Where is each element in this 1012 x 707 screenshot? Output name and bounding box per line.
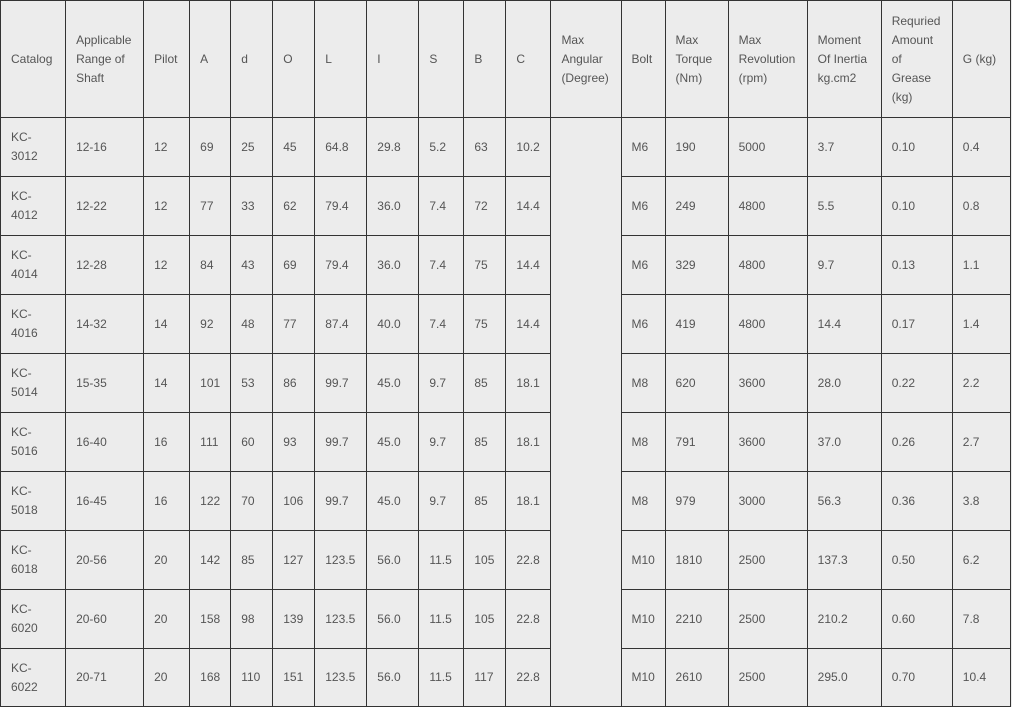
cell-d: 53 — [231, 354, 273, 413]
header-max-torque: Max Torque (Nm) — [665, 1, 728, 118]
cell-pilot: 12 — [144, 177, 190, 236]
cell-weight: 0.4 — [952, 118, 1010, 177]
cell-l: 99.7 — [315, 472, 367, 531]
cell-bolt: M10 — [621, 590, 665, 649]
cell-bolt: M6 — [621, 295, 665, 354]
table-row — [1, 531, 1011, 590]
cell-max-revolution: 3600 — [728, 413, 807, 472]
cell-i: 45.0 — [367, 472, 419, 531]
cell-d: 110 — [231, 649, 273, 707]
cell-moment-of-inertia: 210.2 — [807, 590, 881, 649]
cell-a: 92 — [190, 295, 231, 354]
cell-a: 111 — [190, 413, 231, 472]
cell-a: 77 — [190, 177, 231, 236]
cell-max-revolution: 4800 — [728, 236, 807, 295]
cell-b: 117 — [464, 649, 506, 707]
cell-catalog: KC- 6020 — [1, 590, 66, 649]
cell-bolt: M6 — [621, 236, 665, 295]
cell-a: 142 — [190, 531, 231, 590]
cell-bolt: M8 — [621, 413, 665, 472]
cell-max-revolution: 2500 — [728, 531, 807, 590]
cell-c: 22.8 — [506, 590, 551, 649]
header-catalog: Catalog — [1, 1, 66, 118]
table-row — [1, 590, 1011, 649]
cell-pilot: 20 — [144, 531, 190, 590]
header-row — [1, 1, 1011, 118]
cell-weight: 2.2 — [952, 354, 1010, 413]
cell-max-torque: 329 — [665, 236, 728, 295]
header-bolt: Bolt — [621, 1, 665, 118]
cell-o: 86 — [273, 354, 315, 413]
cell-pilot: 12 — [144, 236, 190, 295]
cell-d: 98 — [231, 590, 273, 649]
table-row — [1, 177, 1011, 236]
cell-bolt: M8 — [621, 354, 665, 413]
header-a: A — [190, 1, 231, 118]
header-grease-amount: Requried Amount of Grease (kg) — [881, 1, 952, 118]
cell-catalog: KC- 6022 — [1, 649, 66, 707]
cell-a: 122 — [190, 472, 231, 531]
cell-l: 79.4 — [315, 177, 367, 236]
cell-bolt: M10 — [621, 531, 665, 590]
cell-grease-amount: 0.60 — [881, 590, 952, 649]
cell-o: 106 — [273, 472, 315, 531]
cell-max-torque: 2610 — [665, 649, 728, 707]
cell-catalog: KC- 4016 — [1, 295, 66, 354]
cell-i: 36.0 — [367, 236, 419, 295]
cell-weight: 7.8 — [952, 590, 1010, 649]
cell-l: 87.4 — [315, 295, 367, 354]
cell-o: 69 — [273, 236, 315, 295]
header-moment-of-inertia: Moment Of Inertia kg.cm2 — [807, 1, 881, 118]
cell-moment-of-inertia: 37.0 — [807, 413, 881, 472]
cell-moment-of-inertia: 14.4 — [807, 295, 881, 354]
cell-max-revolution: 2500 — [728, 590, 807, 649]
header-o: O — [273, 1, 315, 118]
cell-d: 85 — [231, 531, 273, 590]
cell-b: 63 — [464, 118, 506, 177]
cell-catalog: KC- 5014 — [1, 354, 66, 413]
cell-moment-of-inertia: 295.0 — [807, 649, 881, 707]
cell-c: 18.1 — [506, 354, 551, 413]
cell-shaft-range: 15-35 — [66, 354, 144, 413]
cell-a: 101 — [190, 354, 231, 413]
cell-max-revolution: 5000 — [728, 118, 807, 177]
header-b: B — [464, 1, 506, 118]
cell-c: 18.1 — [506, 472, 551, 531]
cell-s: 11.5 — [419, 531, 464, 590]
cell-catalog: KC- 4012 — [1, 177, 66, 236]
cell-i: 56.0 — [367, 590, 419, 649]
cell-c: 22.8 — [506, 649, 551, 707]
cell-d: 48 — [231, 295, 273, 354]
cell-moment-of-inertia: 56.3 — [807, 472, 881, 531]
cell-catalog: KC- 3012 — [1, 118, 66, 177]
cell-i: 45.0 — [367, 413, 419, 472]
cell-grease-amount: 0.10 — [881, 177, 952, 236]
cell-l: 64.8 — [315, 118, 367, 177]
cell-c: 18.1 — [506, 413, 551, 472]
cell-b: 105 — [464, 531, 506, 590]
cell-bolt: M8 — [621, 472, 665, 531]
cell-max-angular — [551, 118, 621, 707]
cell-b: 75 — [464, 295, 506, 354]
cell-weight: 6.2 — [952, 531, 1010, 590]
cell-l: 79.4 — [315, 236, 367, 295]
cell-pilot: 20 — [144, 649, 190, 707]
cell-b: 85 — [464, 354, 506, 413]
cell-o: 62 — [273, 177, 315, 236]
cell-pilot: 16 — [144, 413, 190, 472]
cell-c: 14.4 — [506, 177, 551, 236]
cell-shaft-range: 20-71 — [66, 649, 144, 707]
cell-shaft-range: 14-32 — [66, 295, 144, 354]
cell-s: 7.4 — [419, 295, 464, 354]
cell-l: 99.7 — [315, 413, 367, 472]
header-pilot: Pilot — [144, 1, 190, 118]
cell-a: 158 — [190, 590, 231, 649]
header-d: d — [231, 1, 273, 118]
cell-grease-amount: 0.36 — [881, 472, 952, 531]
table-header — [1, 1, 1011, 118]
table-row — [1, 295, 1011, 354]
table-row — [1, 472, 1011, 531]
cell-d: 33 — [231, 177, 273, 236]
cell-b: 85 — [464, 413, 506, 472]
cell-c: 22.8 — [506, 531, 551, 590]
cell-a: 69 — [190, 118, 231, 177]
cell-max-revolution: 4800 — [728, 177, 807, 236]
cell-weight: 0.8 — [952, 177, 1010, 236]
header-c: C — [506, 1, 551, 118]
cell-max-torque: 249 — [665, 177, 728, 236]
cell-s: 11.5 — [419, 649, 464, 707]
cell-pilot: 12 — [144, 118, 190, 177]
cell-a: 168 — [190, 649, 231, 707]
cell-max-torque: 2210 — [665, 590, 728, 649]
cell-max-torque: 979 — [665, 472, 728, 531]
cell-bolt: M10 — [621, 649, 665, 707]
cell-pilot: 14 — [144, 295, 190, 354]
header-l: L — [315, 1, 367, 118]
cell-grease-amount: 0.26 — [881, 413, 952, 472]
cell-catalog: KC- 4014 — [1, 236, 66, 295]
cell-i: 36.0 — [367, 177, 419, 236]
cell-weight: 1.4 — [952, 295, 1010, 354]
cell-o: 45 — [273, 118, 315, 177]
cell-i: 29.8 — [367, 118, 419, 177]
cell-weight: 10.4 — [952, 649, 1010, 707]
cell-pilot: 16 — [144, 472, 190, 531]
cell-b: 72 — [464, 177, 506, 236]
cell-a: 84 — [190, 236, 231, 295]
cell-max-torque: 419 — [665, 295, 728, 354]
cell-s: 7.4 — [419, 177, 464, 236]
header-max-revolution: Max Revolution (rpm) — [728, 1, 807, 118]
table-body — [1, 118, 1011, 707]
cell-l: 123.5 — [315, 590, 367, 649]
cell-b: 75 — [464, 236, 506, 295]
cell-c: 10.2 — [506, 118, 551, 177]
header-i: I — [367, 1, 419, 118]
cell-max-revolution: 2500 — [728, 649, 807, 707]
table-row — [1, 118, 1011, 177]
cell-shaft-range: 16-45 — [66, 472, 144, 531]
cell-moment-of-inertia: 3.7 — [807, 118, 881, 177]
cell-c: 14.4 — [506, 295, 551, 354]
cell-c: 14.4 — [506, 236, 551, 295]
cell-grease-amount: 0.22 — [881, 354, 952, 413]
cell-pilot: 20 — [144, 590, 190, 649]
cell-shaft-range: 20-60 — [66, 590, 144, 649]
cell-l: 99.7 — [315, 354, 367, 413]
cell-max-torque: 791 — [665, 413, 728, 472]
cell-l: 123.5 — [315, 649, 367, 707]
cell-i: 56.0 — [367, 531, 419, 590]
table-row — [1, 354, 1011, 413]
cell-max-torque: 620 — [665, 354, 728, 413]
cell-max-revolution: 4800 — [728, 295, 807, 354]
table-row — [1, 413, 1011, 472]
cell-o: 151 — [273, 649, 315, 707]
cell-max-torque: 1810 — [665, 531, 728, 590]
cell-moment-of-inertia: 137.3 — [807, 531, 881, 590]
cell-shaft-range: 20-56 — [66, 531, 144, 590]
cell-s: 9.7 — [419, 472, 464, 531]
cell-bolt: M6 — [621, 177, 665, 236]
cell-moment-of-inertia: 28.0 — [807, 354, 881, 413]
cell-s: 5.2 — [419, 118, 464, 177]
cell-b: 85 — [464, 472, 506, 531]
cell-o: 139 — [273, 590, 315, 649]
cell-i: 40.0 — [367, 295, 419, 354]
cell-catalog: KC- 6018 — [1, 531, 66, 590]
cell-shaft-range: 12-16 — [66, 118, 144, 177]
cell-s: 9.7 — [419, 413, 464, 472]
cell-weight: 2.7 — [952, 413, 1010, 472]
cell-grease-amount: 0.70 — [881, 649, 952, 707]
cell-catalog: KC- 5018 — [1, 472, 66, 531]
cell-i: 45.0 — [367, 354, 419, 413]
cell-o: 127 — [273, 531, 315, 590]
cell-weight: 3.8 — [952, 472, 1010, 531]
cell-grease-amount: 0.13 — [881, 236, 952, 295]
cell-s: 7.4 — [419, 236, 464, 295]
header-weight: G (kg) — [952, 1, 1010, 118]
cell-shaft-range: 12-28 — [66, 236, 144, 295]
cell-grease-amount: 0.17 — [881, 295, 952, 354]
cell-d: 70 — [231, 472, 273, 531]
cell-d: 60 — [231, 413, 273, 472]
cell-i: 56.0 — [367, 649, 419, 707]
cell-s: 9.7 — [419, 354, 464, 413]
cell-shaft-range: 16-40 — [66, 413, 144, 472]
cell-catalog: KC- 5016 — [1, 413, 66, 472]
header-max-angular: Max Angular (Degree) — [551, 1, 621, 118]
cell-d: 43 — [231, 236, 273, 295]
cell-max-revolution: 3000 — [728, 472, 807, 531]
cell-o: 77 — [273, 295, 315, 354]
header-shaft-range: Applicable Range of Shaft — [66, 1, 144, 118]
cell-max-revolution: 3600 — [728, 354, 807, 413]
cell-moment-of-inertia: 9.7 — [807, 236, 881, 295]
cell-l: 123.5 — [315, 531, 367, 590]
cell-o: 93 — [273, 413, 315, 472]
cell-shaft-range: 12-22 — [66, 177, 144, 236]
cell-s: 11.5 — [419, 590, 464, 649]
cell-moment-of-inertia: 5.5 — [807, 177, 881, 236]
cell-pilot: 14 — [144, 354, 190, 413]
table-row — [1, 236, 1011, 295]
cell-grease-amount: 0.50 — [881, 531, 952, 590]
table-row — [1, 649, 1011, 707]
cell-max-torque: 190 — [665, 118, 728, 177]
cell-d: 25 — [231, 118, 273, 177]
cell-grease-amount: 0.10 — [881, 118, 952, 177]
cell-b: 105 — [464, 590, 506, 649]
cell-weight: 1.1 — [952, 236, 1010, 295]
cell-bolt: M6 — [621, 118, 665, 177]
header-s: S — [419, 1, 464, 118]
